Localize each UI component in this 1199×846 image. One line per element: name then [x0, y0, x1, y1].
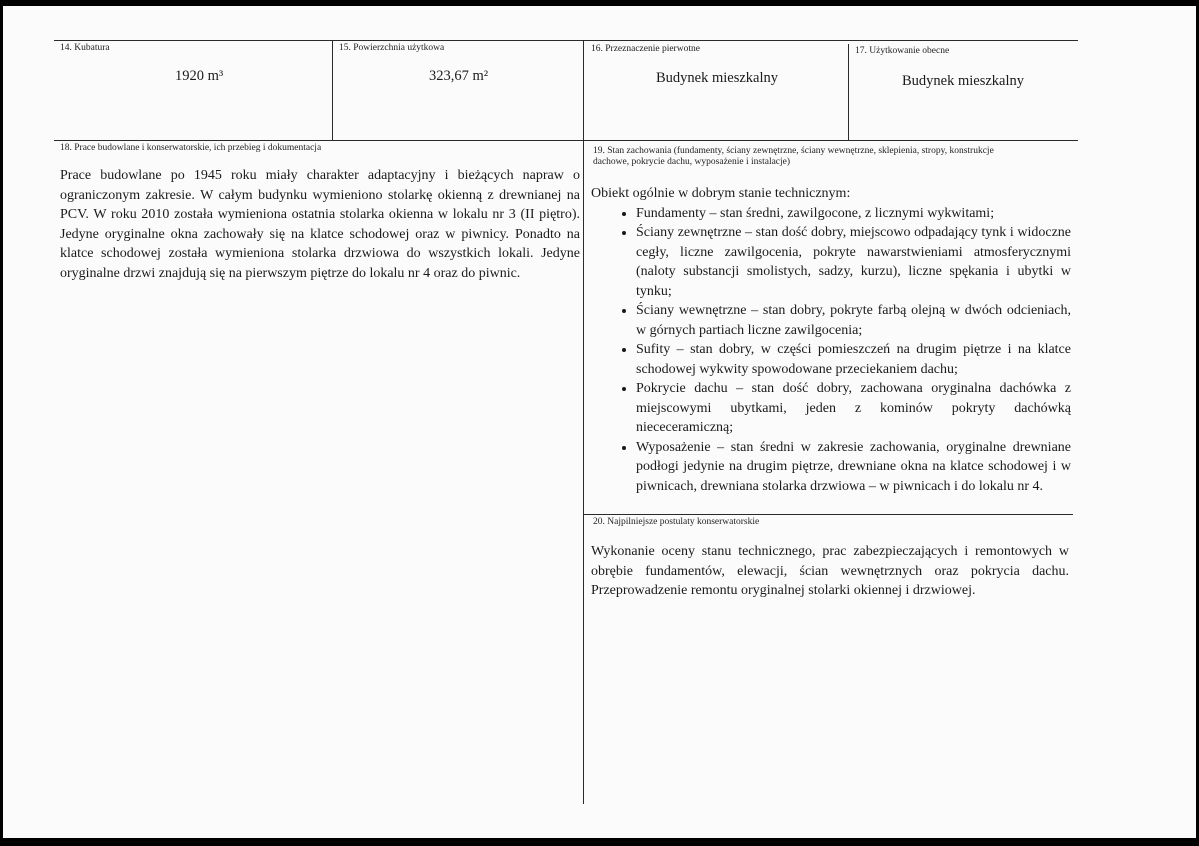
mid-rule [54, 140, 1078, 141]
divider-1 [332, 40, 333, 140]
divider-3 [848, 44, 849, 140]
stan-section [591, 184, 1071, 496]
przeznaczenie-value: Budynek mieszkalny [656, 70, 779, 86]
stan-item-wyposazenie: • Wyposażenie – stan średni w zakresie zachowania, oryginalne drewniane podłogi jedynie na drugim piętrze, drewniane okna na klatce schodowej i w piwnicach, drewniana stolarka drzwiowa – w piwnicach i do lokalu nr 4. [636, 438, 1071, 497]
top-rule [54, 40, 1078, 41]
document-sheet [3, 6, 1196, 838]
stan-label-line1: 19. Stan zachowania (fundamenty, ściany zewnętrzne, ściany wewnętrzne, sklepienia, stropy, konstrukcje [593, 146, 994, 156]
kubatura-value: 1920 m³ [175, 68, 224, 84]
postulaty-text: Wykonanie oceny stanu technicznego, prac zabezpieczających i remontowych w obrębie fundamentów, elewacji, ścian wewnętrznych oraz pokrycia dachu. Przeprowadzenie remontu oryginalnej stolarki okiennej i drzwiowej. [591, 544, 1069, 598]
stan-label-line2: dachowe, pokrycie dachu, wyposażenie i instalacje) [593, 157, 791, 167]
postulaty-label: 20. Najpilniejsze postulaty konserwatorskie [593, 517, 760, 527]
divider-2 [583, 40, 584, 804]
powierzchnia-label: 15. Powierzchnia użytkowa [339, 43, 445, 53]
stan-item-fundamenty: • Fundamenty – stan średni, zawilgocone, z licznymi wykwitami; [636, 204, 1071, 224]
prace-label: 18. Prace budowlane i konserwatorskie, ich przebieg i dokumentacja [60, 143, 322, 153]
stan-item-sciany-zewnetrzne: • Ściany zewnętrzne – stan dość dobry, miejscowo odpadający tynk i widoczne cegły, liczne zawilgocenia, pokryte nawarstwieniami atmosferycznymi (naloty substancji smolistych, sadzy, kurzu), liczne spękania i ubytki w tynku; [636, 223, 1071, 301]
uzytkowanie-label: 17. Użytkowanie obecne [855, 46, 950, 56]
prace-text: Prace budowlane po 1945 roku miały charakter adaptacyjny i bieżących napraw o ograniczonym zakresie. W całym budynku wymieniono stolarkę okienną z drewnianej na PCV. W roku 2010 została wymieniona ostatnia stolarka okienna w lokalu nr 3 (II piętro). Jedyne oryginalne okna zachowały się na klatce schodowej oraz w piwnicy. Ponadto na klatce schodowej została wymieniona stolarka drzwiowa do wszystkich lokali. Jedyne oryginalne drzwi znajdują się na pierwszym piętrze do lokalu nr 4 oraz do piwnic. [60, 168, 580, 281]
stan-list [591, 204, 1071, 497]
kubatura-label: 14. Kubatura [60, 43, 110, 53]
powierzchnia-value: 323,67 m² [429, 68, 489, 84]
stan-intro: Obiekt ogólnie w dobrym stanie technicznym: [591, 186, 851, 201]
uzytkowanie-value: Budynek mieszkalny [902, 73, 1025, 89]
stan-item-sciany-wewnetrzne: • Ściany wewnętrzne – stan dobry, pokryte farbą olejną w dwóch odcieniach, w górnych partiach liczne zawilgocenia; [636, 301, 1071, 340]
przeznaczenie-label: 16. Przeznaczenie pierwotne [591, 44, 700, 54]
postulaty-rule [583, 514, 1073, 515]
stan-item-pokrycie-dachu: • Pokrycie dachu – stan dość dobry, zachowana oryginalna dachówka z miejscowymi ubytkami, jeden z kominów pokryty dachówką niececeramiczną; [636, 379, 1071, 438]
stan-item-sufity: • Sufity – stan dobry, w części pomieszczeń na drugim piętrze i na klatce schodowej wykwity spowodowane przeciekaniem dachu; [636, 340, 1071, 379]
